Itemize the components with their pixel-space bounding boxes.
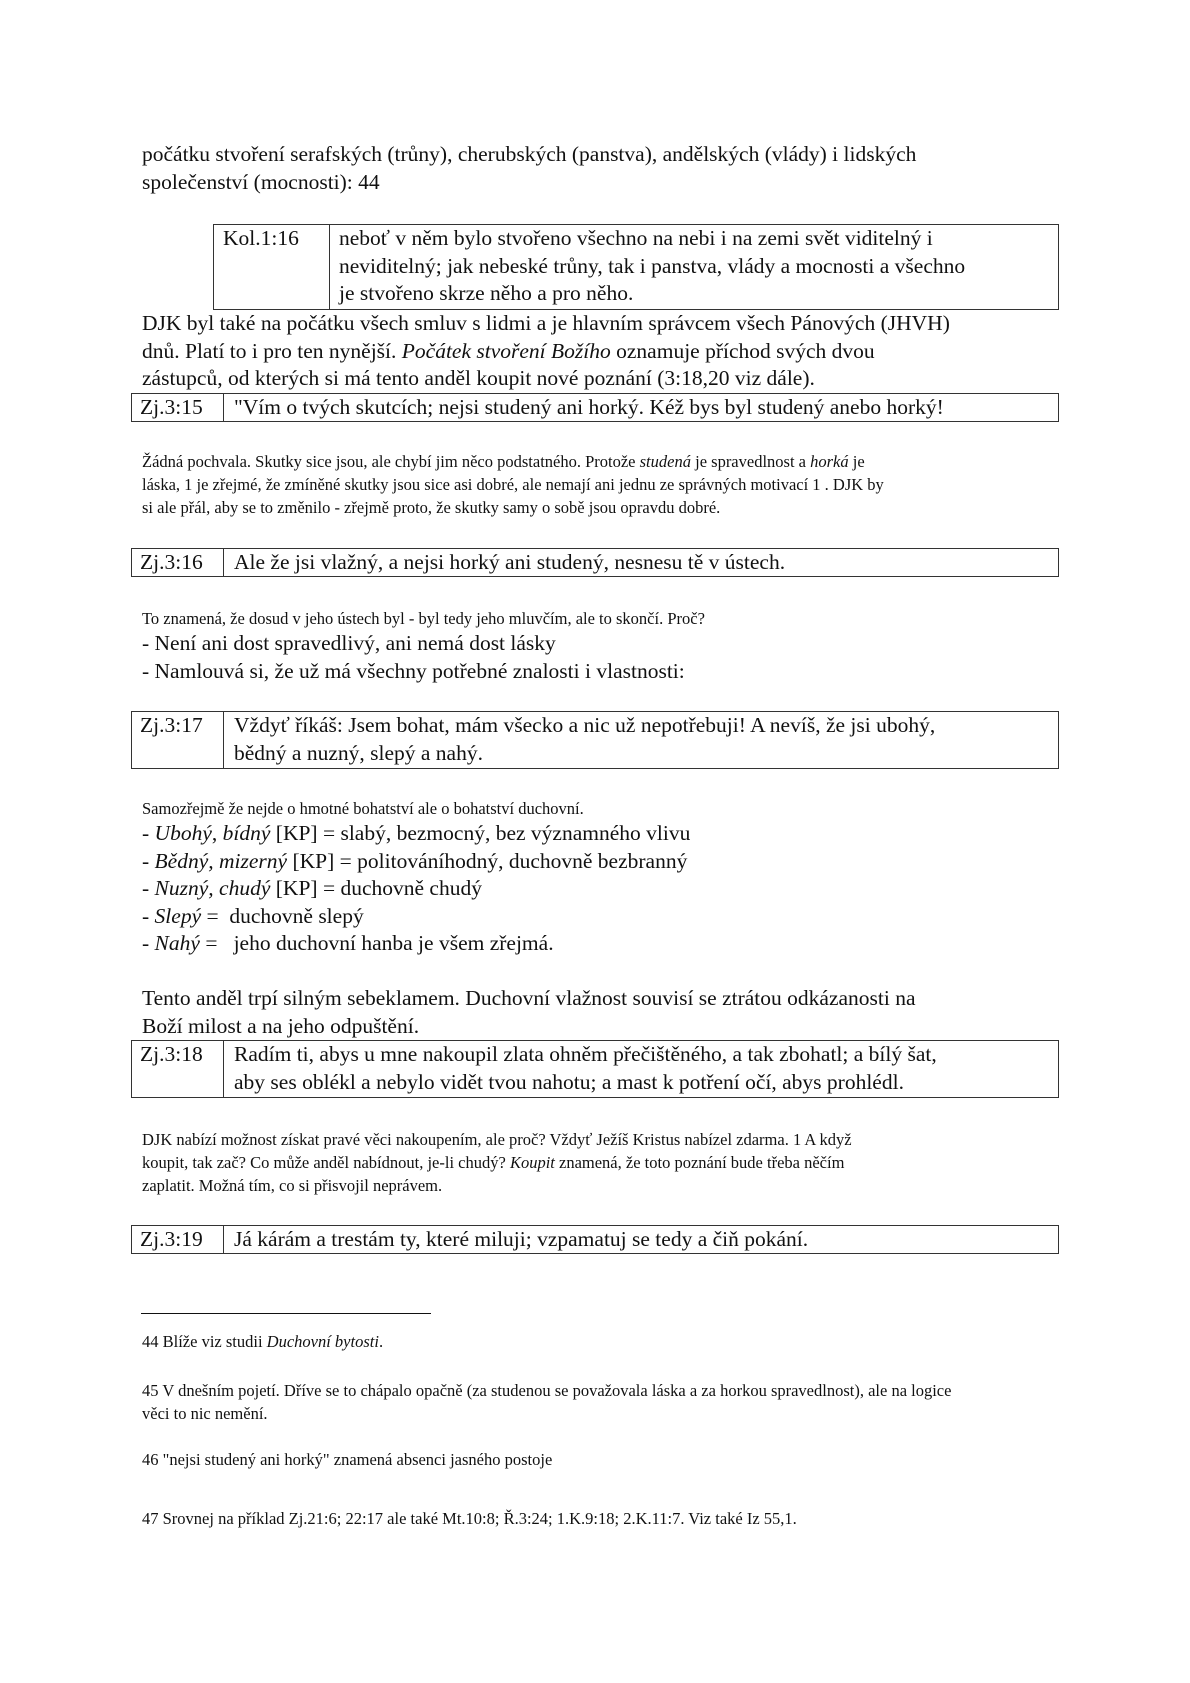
text-span: je bbox=[848, 452, 865, 471]
verse-line: neviditelný; jak nebeské trůny, tak i panstva, vlády a mocnosti a všechno bbox=[339, 253, 966, 278]
dash: - bbox=[142, 848, 155, 873]
self-deception-paragraph bbox=[142, 985, 1062, 1040]
verse-ref: Zj.3:19 bbox=[132, 1226, 224, 1253]
verse-box-zj-3-17 bbox=[131, 711, 1059, 769]
intro-line: společenství (mocnosti): 44 bbox=[142, 169, 380, 194]
term: Slepý bbox=[154, 903, 202, 928]
dash: - bbox=[142, 876, 155, 900]
verse-text bbox=[330, 225, 1058, 309]
verse-text bbox=[224, 394, 1058, 421]
term: Bědný, mizerný bbox=[154, 848, 288, 873]
italic-word: Koupit bbox=[509, 1153, 555, 1172]
term: Nahý bbox=[154, 931, 200, 955]
bullet-item: - Není ani dost spravedlivý, ani nemá dost lásky bbox=[142, 631, 556, 655]
verse-line: je stvořeno skrze něho a pro něho. bbox=[339, 281, 634, 305]
italic-title: Duchovní bytosti bbox=[266, 1332, 379, 1351]
comment-zj-3-18 bbox=[142, 1128, 1062, 1197]
definition-item bbox=[142, 848, 1062, 876]
definition-item bbox=[142, 930, 1062, 958]
text-span: Žádná pochvala. Skutky sice jsou, ale chybí jim něco podstatného. Protože bbox=[142, 452, 640, 471]
verse-text bbox=[224, 712, 1058, 768]
comment-zj-3-16 bbox=[142, 607, 1062, 685]
verse-ref: Zj.3:16 bbox=[132, 549, 224, 576]
footnote-46: 46 "nejsi studený ani horký" znamená absenci jasného postoje bbox=[142, 1450, 553, 1469]
intro-paragraph bbox=[142, 141, 1062, 196]
text-span: dnů. Platí to i pro ten nynější. bbox=[142, 338, 402, 363]
italic-word: horká bbox=[810, 452, 849, 471]
dash: - bbox=[142, 821, 155, 845]
term: Nuzný, chudý bbox=[154, 876, 271, 900]
definition-item bbox=[142, 875, 1062, 903]
verse-box-zj-3-15 bbox=[131, 393, 1059, 422]
verse-ref: Kol.1:16 bbox=[214, 225, 330, 309]
comment-zj-3-17 bbox=[142, 797, 1062, 958]
djk-line: DJK byl také na počátku všech smluv s lidmi a je hlavním správcem všech Pánových (JHVH) bbox=[142, 311, 950, 335]
verse-line: Radím ti, abys u mne nakoupil zlata ohněm přečištěného, a tak zbohatl; a bílý šat, bbox=[234, 1042, 937, 1066]
definition: [KP] = slabý, bezmocný, bez významného vlivu bbox=[270, 821, 691, 845]
text-span: je spravedlnost a bbox=[690, 452, 811, 471]
verse-text bbox=[224, 1041, 1058, 1097]
djk-line: zástupců, od kterých si má tento anděl koupit nové poznání (3:18,20 viz dále). bbox=[142, 366, 815, 390]
paragraph-line: Tento anděl trpí silným sebeklamem. Duchovní vlažnost souvisí se ztrátou odkázanosti na bbox=[142, 986, 916, 1010]
verse-ref: Zj.3:17 bbox=[132, 712, 224, 768]
italic-phrase: Počátek stvoření Božího bbox=[401, 338, 611, 363]
dash: - bbox=[142, 903, 155, 928]
definition: [KP] = duchovně chudý bbox=[270, 876, 482, 900]
separator: , bbox=[211, 821, 223, 845]
footnote-line: věci to nic nemění. bbox=[142, 1404, 268, 1423]
djk-line bbox=[142, 338, 1062, 366]
verse-line: Ale že jsi vlažný, a nejsi horký ani studený, nesnesu tě v ústech. bbox=[234, 550, 786, 574]
text-span: znamená, že toto poznání bude třeba něčím bbox=[554, 1153, 845, 1172]
verse-ref: Zj.3:18 bbox=[132, 1041, 224, 1097]
paragraph-line: Boží milost a na jeho odpuštění. bbox=[142, 1013, 420, 1038]
comment-zj-3-15 bbox=[142, 450, 1062, 519]
comment-line: To znamená, že dosud v jeho ústech byl - byl tedy jeho mluvčím, ale to skončí. Proč? bbox=[142, 609, 705, 628]
definition: = duchovně slepý bbox=[201, 903, 364, 928]
dash: - bbox=[142, 931, 155, 955]
bullet-item: - Namlouvá si, že už má všechny potřebné znalosti i vlastnosti: bbox=[142, 658, 685, 683]
verse-line: "Vím o tvých skutcích; nejsi studený ani horký. Kéž bys byl studený anebo horký! bbox=[234, 395, 944, 419]
footnote-line: 45 V dnešním pojetí. Dříve se to chápalo opačně (za studenou se považovala láska a za horkou spravedlnost), ale na logice bbox=[142, 1381, 952, 1400]
footnote-47: 47 Srovnej na příklad Zj.21:6; 22:17 ale také Mt.10:8; Ř.3:24; 1.K.9:18; 2.K.11:7. Viz také Iz 55,1. bbox=[142, 1509, 797, 1528]
text-span: 44 Blíže viz studii bbox=[142, 1332, 267, 1351]
footnote-separator bbox=[141, 1313, 431, 1314]
italic-word: studená bbox=[639, 452, 691, 471]
comment-line bbox=[142, 1151, 1062, 1174]
definition-item bbox=[142, 903, 1062, 931]
verse-line: bědný a nuzný, slepý a nahý. bbox=[234, 740, 483, 765]
verse-text bbox=[224, 1226, 1058, 1253]
comment-line: zaplatit. Možná tím, co si přisvojil neprávem. bbox=[142, 1176, 443, 1195]
comment-line: Samozřejmě že nejde o hmotné bohatství ale o bohatství duchovní. bbox=[142, 799, 584, 818]
footnote-45 bbox=[142, 1379, 1062, 1425]
definition: = jeho duchovní hanba je všem zřejmá. bbox=[199, 931, 554, 955]
intro-line: počátku stvoření serafských (trůny), cherubských (panstva), andělských (vlády) i lidských bbox=[142, 142, 917, 166]
comment-line: si ale přál, aby se to změnilo - zřejmě proto, že skutky samy o sobě jsou opravdu dobré. bbox=[142, 498, 721, 517]
comment-line: DJK nabízí možnost získat pravé věci nakoupením, ale proč? Vždyť Ježíš Kristus nabízel zdarma. 1 A když bbox=[142, 1130, 852, 1149]
verse-box-zj-3-18 bbox=[131, 1040, 1059, 1098]
verse-box-kol-1-16 bbox=[213, 224, 1059, 310]
comment-line: láska, 1 je zřejmé, že zmíněné skutky jsou sice asi dobré, ale nemají ani jednu ze správných motivací 1 . DJK by bbox=[142, 475, 884, 494]
verse-text bbox=[224, 549, 1058, 576]
djk-paragraph bbox=[142, 310, 1062, 393]
term: bídný bbox=[222, 821, 271, 845]
verse-line: Vždyť říkáš: Jsem bohat, mám všecko a nic už nepotřebuji! A nevíš, že jsi ubohý, bbox=[234, 713, 936, 737]
verse-box-zj-3-19 bbox=[131, 1225, 1059, 1254]
verse-ref: Zj.3:15 bbox=[132, 394, 224, 421]
verse-line: neboť v něm bylo stvořeno všechno na nebi i na zemi svět viditelný i bbox=[339, 226, 933, 250]
verse-line: Já kárám a trestám ty, které miluji; vzpamatuj se tedy a čiň pokání. bbox=[234, 1227, 809, 1251]
text-span: oznamuje příchod svých dvou bbox=[610, 338, 875, 363]
text-span: . bbox=[378, 1332, 384, 1351]
verse-box-zj-3-16 bbox=[131, 548, 1059, 577]
text-span: koupit, tak zač? Co může anděl nabídnout, je-li chudý? bbox=[142, 1153, 510, 1172]
term: Ubohý bbox=[154, 821, 212, 845]
definition: [KP] = politováníhodný, duchovně bezbranný bbox=[287, 848, 688, 873]
verse-line: aby ses oblékl a nebylo vidět tvou nahotu; a mast k potření očí, abys prohlédl. bbox=[234, 1069, 904, 1094]
definition-item bbox=[142, 820, 1062, 848]
footnote-44 bbox=[142, 1330, 1062, 1353]
comment-line bbox=[142, 450, 1062, 473]
